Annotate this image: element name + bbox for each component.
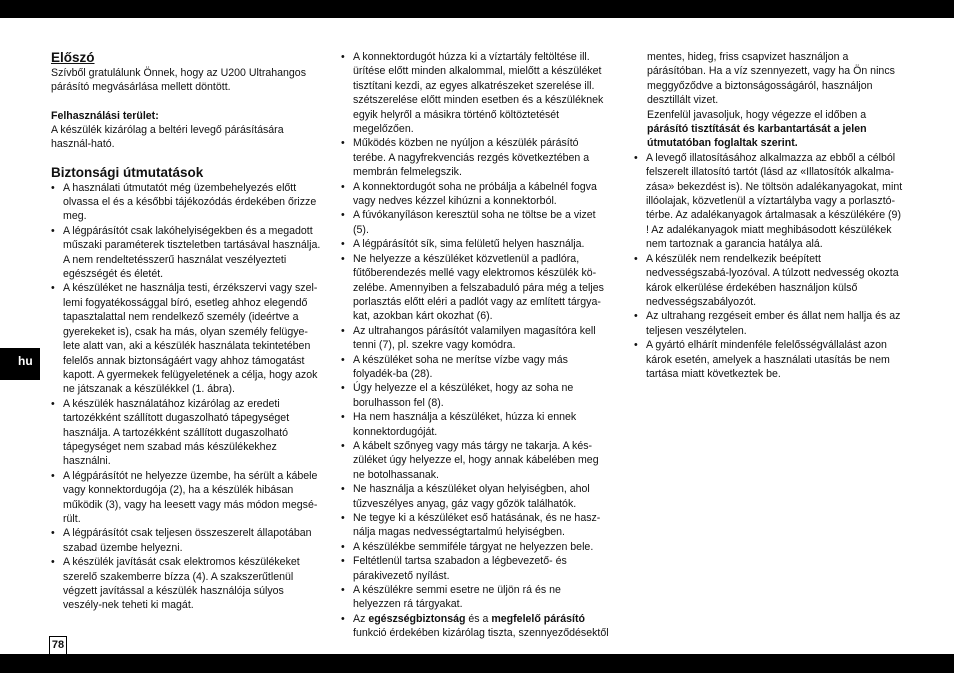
list-item: • A használati útmutatót még üzembehelyezés előtt olvassa el és a későbbi tájékozódás érdekében őrizze meg.: [51, 181, 317, 223]
safety-list-continued: [341, 50, 611, 641]
list-item-text: A konnektordugót soha ne próbálja a kábelnél fogva vagy nedves kézzel kihúzni a konnektorból.: [353, 180, 597, 208]
list-item-text: Feltétlenül tartsa szabadon a légbevezető- és párakivezető nyílást.: [353, 555, 567, 582]
list-item-text: Működés közben ne nyúljon a készülék párásító terébe. A nagyfrekvenciás rezgés következtében a membrán felmelegszik.: [353, 137, 590, 179]
list-item: • Ne tegye ki a készüléket eső hatásának, és ne hasz-nálja magas nedvességtartalmú helyiségben.: [341, 512, 601, 539]
bottom-bar: [0, 654, 954, 673]
list-item: • Ne helyezze a készüléket közvetlenül a padlóra, fűtőberendezés mellé vagy elektromos készülék kö-zelébe. Amennyiben a felszabaduló pára még a teljes porlasztás előtt eléri a padlót vagy az említett tárgya-kat, azokban kárt okozhat (6).: [341, 252, 604, 323]
list-item: • A konnektordugót húzza ki a víztartály feltöltése ill. ürítése előtt minden alkalommal, mielőtt a készüléket tisztítani kezdi, az egyes alkatrészeket szerelése ill. szétszerelése előtt minden esetben és a készüléknek egyik helyről a másikra történő költöztetését megelőzően.: [341, 51, 604, 136]
list-item-text: A készülékbe semmiféle tárgyat ne helyezzen bele.: [353, 540, 594, 553]
maintenance-recommendation: Ezenfelül javasoljuk, hogy végezze el időben a párásító tisztítását és karbantartását a jelen útmutatóban foglaltak szerint.: [647, 108, 867, 150]
additional-list: [634, 151, 906, 382]
list-item: • A fúvókanyíláson keresztül soha ne töltse be a vizet (5).: [341, 209, 596, 236]
list-item: • A készüléket ne használja testi, érzékszervi vagy szel-lemi fogyatékossággal bíró, esetleg ahhoz elegendő tapasztalattal nem rendelkező személy (ideértve a gyerekeket is), csak ha más, olyan személy felügye-lete alatt van, aki a készülék használata tekintetében felelős annak biztonságáért vagy ahhoz támogatást kapott. A gyermekek felügyeletének a célja, hogy azok ne játszanak a készülékkel (1. ábra).: [51, 282, 318, 396]
list-item-text: A készülékre semmi esetre ne üljön rá és ne helyezzen rá tárgyakat.: [353, 584, 561, 611]
list-item-text: A készülék használatához kizárólag az eredeti tartozékként szállított dugaszolható tápegységet használja. A tartozékként szállított dugaszolható tápegységet nem szabad más készülékekhez használni.: [63, 397, 290, 468]
foreword-title: Előszó: [51, 50, 95, 65]
list-item: • Az ultrahang rezgéseit ember és állat nem hallja és az teljesen veszélytelen.: [634, 310, 901, 337]
list-item-text: A légpárásítót sík, sima felületű helyen használja.: [353, 238, 585, 251]
list-item-text: A kábelt szőnyeg vagy más tárgy ne takarja. A kés-züléket úgy helyezze el, hogy annak kábelében meg ne botolhassanak.: [353, 439, 599, 481]
list-item: • A légpárásítót ne helyezze üzembe, ha sérült a kábele vagy konnektordugója (2), ha a készülék hibásan működik (3), vagy ha leesett vagy más módon megsé-rült.: [51, 469, 318, 525]
list-item-text: A készüléket ne használja testi, érzékszervi vagy szel-lemi fogyatékossággal bíró, esetleg ahhoz elegendő tapasztalattal nem rendelkező személy (ideértve a gyerekeket is), csak ha más, olyan személy felügye-lete alatt van, aki a készülék használata tekintetében felelős annak biztonságáért vagy ahhoz támogatást kapott. A gyermekek felügyeletének a célja, hogy azok ne játszanak a készülékkel (1. ábra).: [63, 282, 318, 396]
health-safety-bold: egészségbiztonság: [368, 612, 466, 625]
list-item: • A konnektordugót soha ne próbálja a kábelnél fogva vagy nedves kézzel kihúzni a konnektorból.: [341, 180, 597, 208]
list-item-text: A készülék nem rendelkezik beépített nedvességszabá-lyozóval. A túlzott nedvesség okozta károk elkerülése érdekében használjon külső nedvességszabályozót.: [646, 252, 899, 308]
list-item-text: Az egészségbiztonság és a megfelelő párásító funkció érdekében kizárólag tiszta, szennyeződésektől: [353, 612, 609, 640]
list-item-text: Az ultrahangos párásítót valamilyen magasítóra kell tenni (7), pl. szekre vagy komódra.: [353, 324, 596, 352]
list-item: • A készülék nem rendelkezik beépített nedvességszabá-lyozóval. A túlzott nedvesség okozta károk elkerülése érdekében használjon külső nedvességszabályozót.: [634, 252, 899, 308]
safety-title: Biztonsági útmutatások: [51, 164, 204, 180]
list-item: • A gyártó elhárít mindenféle felelősségvállalást azon károk esetén, amelyek a használati utasítás be nem tartása miatt következtek be.: [634, 339, 890, 380]
use-area-title: Felhasználási terület:: [51, 109, 159, 122]
list-item: • A légpárásítót csak lakóhelyiségekben és a megadott műszaki paraméterek tiszteletben tartásával használja. A nem rendeltetésszerű használat veszélyezteti egészségét és életét.: [51, 224, 321, 281]
list-item-text: Ne tegye ki a készüléket eső hatásának, és ne hasz-nálja magas nedvességtartalmú helyiségben.: [353, 512, 601, 539]
list-item-text: A gyártó elhárít mindenféle felelősségvállalást azon károk esetén, amelyek a használati utasítás be nem tartása miatt következtek be.: [646, 339, 890, 380]
list-item-text: Úgy helyezze el a készüléket, hogy az soha ne borulhasson fel (8).: [353, 382, 574, 409]
list-item: • A légpárásítót csak teljesen összeszerelt állapotában szabad üzembe helyezni.: [51, 527, 312, 554]
use-area-text: A készülék kizárólag a beltéri levegő párásítására használ-ható.: [51, 123, 284, 151]
list-item: • A készülék javítását csak elektromos készülékeket szerelő szakemberre bízza (4). A szakszerűtlenül végzett javítással a készülék használója súlyos veszély-nek teheti ki magát.: [51, 556, 300, 612]
list-item: • Feltétlenül tartsa szabadon a légbevezető- és párakivezető nyílást.: [341, 555, 567, 582]
list-item-text: A fúvókanyíláson keresztül soha ne töltse be a vizet (5).: [353, 209, 596, 236]
list-item-text: Az ultrahang rezgéseit ember és állat nem hallja és az teljesen veszélytelen.: [646, 310, 901, 337]
language-tab: [0, 348, 40, 380]
language-tab-label: hu: [18, 354, 33, 368]
page-number-text: 78: [51, 639, 65, 651]
list-item-text: A konnektordugót húzza ki a víztartály feltöltése ill. ürítése előtt minden alkalommal, mielőtt a készüléket tisztítani kezdi, az egyes alkatrészeket szerelése ill. szétszerelése előtt minden esetben és a készüléknek egyik helyről a másikra történő költöztetését megelőzően.: [353, 51, 604, 136]
list-item: • Ne használja a készüléket olyan helyiségben, ahol tűzveszélyes anyag, gáz vagy gőzök találhatók.: [341, 483, 590, 510]
list-item-text: A használati útmutatót még üzembehelyezés előtt olvassa el és a későbbi tájékozódás érdekében őrizze meg.: [63, 181, 317, 223]
list-item-text: Ha nem használja a készüléket, húzza ki ennek konnektordugóját.: [353, 411, 577, 438]
list-item: • A levegő illatosításához alkalmazza az ebből a célból felszerelt illatosító tartót (lásd az «Illatosítók alkalma-zása» bekezdést is). Ne töltsön adalékanyagokat, mint illóolajak, közvetlenül a víztartályba vagy a porlasztó-térbe. Az adalékanyagok ártalmasak a készülékére (9) ! Az adalékanyagok miatt meghibásodott készülékek nem tartoznak a garancia hatálya alá.: [634, 151, 903, 251]
column-2: [341, 50, 611, 641]
list-item-text: Ne helyezze a készüléket közvetlenül a padlóra, fűtőberendezés mellé vagy elektromos készülék kö-zelébe. Amennyiben a felszabaduló pára még a teljes porlasztás előtt eléri a padlót vagy az említett tárgya-kat, azokban kárt okozhat (6).: [353, 252, 604, 323]
maintenance-bold: párásító tisztítását és karbantartását a jelen útmutatóban foglaltak szerint.: [647, 123, 867, 150]
list-item-text: A készülék javítását csak elektromos készülékeket szerelő szakemberre bízza (4). A szakszerűtlenül végzett javítással a készülék használója súlyos veszély-nek teheti ki magát.: [63, 556, 300, 612]
list-item: • A kábelt szőnyeg vagy más tárgy ne takarja. A kés-züléket úgy helyezze el, hogy annak kábelében meg ne botolhassanak.: [341, 439, 599, 481]
list-item: • A légpárásítót sík, sima felületű helyen használja.: [341, 238, 585, 251]
top-bar: [0, 0, 954, 18]
column-3: [634, 50, 906, 381]
proper-humidifier-bold: megfelelő párásító: [491, 612, 585, 625]
list-item: • A készülékbe semmiféle tárgyat ne helyezzen bele.: [341, 540, 594, 553]
list-item: • Ha nem használja a készüléket, húzza ki ennek konnektordugóját.: [341, 411, 577, 438]
safety-list: [51, 181, 321, 613]
list-item: • Úgy helyezze el a készüléket, hogy az soha ne borulhasson fel (8).: [341, 382, 574, 409]
list-item: • A készülék használatához kizárólag az eredeti tartozékként szállított dugaszolható tápegységet használja. A tartozékként szállított dugaszolható tápegységet nem szabad más készülékekhez használni.: [51, 397, 290, 468]
list-item-text: A levegő illatosításához alkalmazza az ebből a célból felszerelt illatosító tartót (lásd az «Illatosítók alkalma-zása» bekezdést is). Ne töltsön adalékanyagokat, mint illóolajak, közvetlenül a víztartályba vagy a porlasztó-térbe. Az adalékanyagok ártalmasak a készülékére (9) ! Az adalékanyagok miatt meghibásodott készülékek nem tartoznak a garancia hatálya alá.: [646, 151, 903, 251]
list-item-text: A légpárásítót ne helyezze üzembe, ha sérült a kábele vagy konnektordugója (2), ha a készülék hibásan működik (3), vagy ha leesett vagy más módon megsé-rült.: [63, 469, 318, 525]
list-item: • Az egészségbiztonság és a megfelelő párásító funkció érdekében kizárólag tiszta, szennyeződésektől: [341, 612, 609, 640]
list-item: • Működés közben ne nyúljon a készülék párásító terébe. A nagyfrekvenciás rezgés következtében a membrán felmelegszik.: [341, 137, 590, 179]
list-item: • Az ultrahangos párásítót valamilyen magasítóra kell tenni (7), pl. szekre vagy komódra.: [341, 324, 596, 352]
list-item: • A készülékre semmi esetre ne üljön rá és ne helyezzen rá tárgyakat.: [341, 584, 561, 611]
water-quality-text: mentes, hideg, friss csapvizet használjon a párásítóban. Ha a víz szennyezett, vagy ha Ön nincs meggyőződve a biztonságosságáról, használjon desztillált vizet.: [647, 51, 895, 107]
list-item-text: A légpárásítót csak teljesen összeszerelt állapotában szabad üzembe helyezni.: [63, 527, 312, 554]
list-item-text: A légpárásítót csak lakóhelyiségekben és a megadott műszaki paraméterek tiszteletben tartásával használja. A nem rendeltetésszerű használat veszélyezteti egészségét és életét.: [63, 224, 321, 281]
list-item-text: A készüléket soha ne merítse vízbe vagy más folyadék-ba (28).: [353, 353, 568, 380]
page-number: [49, 636, 67, 654]
list-item: • A készüléket soha ne merítse vízbe vagy más folyadék-ba (28).: [341, 353, 568, 380]
foreword-text: Szívből gratulálunk Önnek, hogy az U200 Ultrahangos párásító megvásárlása mellett döntött.: [51, 67, 306, 94]
list-item-text: Ne használja a készüléket olyan helyiségben, ahol tűzveszélyes anyag, gáz vagy gőzök találhatók.: [353, 483, 590, 510]
column-1: [51, 50, 321, 613]
